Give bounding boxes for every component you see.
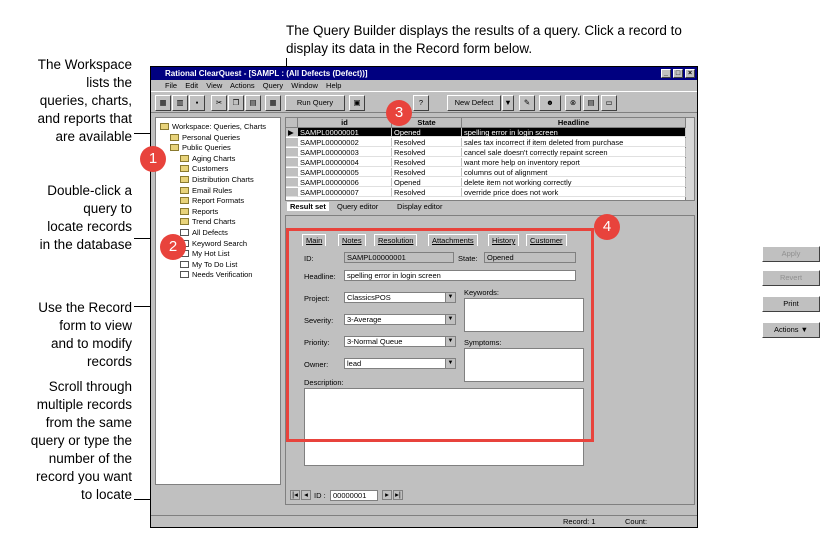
- minimize-button[interactable]: _: [661, 69, 671, 78]
- tree-item[interactable]: [170, 133, 240, 143]
- tab-notes[interactable]: Notes: [338, 234, 366, 246]
- row-indicator[interactable]: [286, 138, 298, 147]
- tree-item-label: My Hot List: [192, 249, 230, 259]
- table-cell[interactable]: Resolved: [392, 158, 462, 167]
- state-label: State:: [458, 254, 478, 263]
- tree-item[interactable]: [180, 175, 254, 185]
- tree-item-label: Trend Charts: [192, 217, 236, 227]
- folder-icon: [160, 123, 169, 130]
- tree-item-label: Reports: [192, 206, 219, 216]
- actions-button[interactable]: Actions ▼: [762, 322, 820, 338]
- row-indicator[interactable]: [286, 158, 298, 167]
- workspace-leader: [134, 133, 150, 134]
- grid-icon[interactable]: ▦: [265, 95, 281, 111]
- users-icon[interactable]: ☻: [539, 95, 561, 111]
- tab-history[interactable]: History: [488, 234, 519, 246]
- table-cell[interactable]: Opened: [392, 128, 462, 137]
- query-icon: [180, 261, 189, 268]
- project-label: Project:: [304, 294, 330, 303]
- folder-icon: [180, 176, 189, 183]
- grid-header-corner: [286, 118, 298, 128]
- record-form-highlight: [286, 228, 594, 442]
- tree-item-label: Workspace: Queries, Charts: [172, 122, 267, 131]
- menu-file[interactable]: File: [165, 81, 178, 90]
- project-select[interactable]: ClassicsPOS ▼: [344, 292, 456, 303]
- tab-display-editor[interactable]: Display editor: [397, 202, 443, 211]
- status-record: Record: 1: [563, 517, 596, 526]
- table-cell[interactable]: SAMPL00000002: [298, 138, 392, 147]
- keywords-label: Keywords:: [464, 288, 500, 297]
- maximize-button[interactable]: □: [673, 69, 683, 78]
- new-defect-button[interactable]: New Defect: [447, 95, 501, 111]
- tree-item-label: Aging Charts: [192, 153, 236, 163]
- headline-label: Headline:: [304, 272, 336, 281]
- status-count: Count:: [625, 517, 648, 526]
- headline-field[interactable]: spelling error in login screen: [344, 270, 576, 281]
- table-cell[interactable]: Resolved: [392, 138, 462, 147]
- query-icon: [180, 271, 189, 278]
- badge-2: 2: [160, 234, 186, 260]
- find-icon[interactable]: ▤: [583, 95, 599, 111]
- table-cell[interactable]: sales tax incorrect if item deleted from purchase: [462, 138, 686, 147]
- save-icon[interactable]: ▪: [189, 95, 205, 111]
- symptoms-label: Symptoms:: [464, 338, 502, 347]
- tree-item[interactable]: [180, 228, 228, 238]
- apply-button[interactable]: Apply: [762, 246, 820, 262]
- status-bar: [151, 515, 697, 527]
- edit-record-icon[interactable]: ✎: [519, 95, 535, 111]
- folder-icon: [180, 165, 189, 172]
- next-record-icon[interactable]: ▸: [382, 490, 392, 500]
- tree-item-label: Email Rules: [192, 185, 233, 195]
- folder-icon: [170, 134, 179, 141]
- record-navigator: [290, 490, 410, 502]
- row-indicator[interactable]: [286, 188, 298, 197]
- tree-item-label: All Defects: [192, 228, 228, 237]
- table-cell[interactable]: SAMPL00000003: [298, 148, 392, 157]
- tree-item-label: Report Formats: [192, 196, 245, 206]
- query-builder-annotation: The Query Builder displays the results of a query. Click a record to display its data in the Record form below.: [286, 23, 682, 56]
- tree-item[interactable]: [180, 196, 244, 206]
- query-icon[interactable]: ▣: [349, 95, 365, 111]
- tree-item[interactable]: [180, 154, 235, 164]
- folder-icon: [170, 144, 179, 151]
- tree-item-label: Personal Queries: [182, 132, 240, 142]
- table-cell[interactable]: spelling error in login screen: [462, 128, 686, 137]
- menu-edit[interactable]: Edit: [185, 81, 199, 90]
- record-id-input[interactable]: 00000001: [330, 490, 378, 501]
- table-cell[interactable]: want more help on inventory report: [462, 158, 686, 167]
- table-cell[interactable]: SAMPL00000005: [298, 168, 392, 177]
- badge-3: 3: [386, 100, 412, 126]
- tree-item[interactable]: [180, 239, 247, 249]
- tree-item[interactable]: [180, 207, 218, 217]
- print-button[interactable]: Print: [762, 296, 820, 312]
- table-cell[interactable]: override price does not work: [462, 188, 686, 197]
- title-bar: [151, 67, 697, 80]
- badge-1: 1: [140, 146, 166, 172]
- table-cell[interactable]: columns out of alignment: [462, 168, 686, 177]
- row-indicator[interactable]: [286, 168, 298, 177]
- doubleclick-annotation: Double-click a query to locate records in the database: [39, 183, 132, 252]
- tree-item-label: Public Queries: [182, 143, 231, 153]
- table-cell[interactable]: SAMPL00000007: [298, 188, 392, 197]
- toolbar: [151, 91, 697, 113]
- tab-result-set[interactable]: Result set: [287, 202, 329, 211]
- folder-icon: [180, 155, 189, 162]
- badge-4: 4: [594, 214, 620, 240]
- tree-item[interactable]: [160, 122, 266, 132]
- stop-icon[interactable]: ⊗: [565, 95, 581, 111]
- grid-scrollbar[interactable]: [685, 118, 694, 200]
- tree-item[interactable]: [180, 186, 232, 196]
- table-cell[interactable]: Resolved: [392, 148, 462, 157]
- workspace-annotation: The Workspace lists the queries, charts, and reports that are available: [37, 57, 132, 144]
- menu-bar: [151, 80, 697, 91]
- chevron-down-icon[interactable]: ▼: [445, 315, 455, 324]
- new-defect-dropdown-icon[interactable]: ▼: [502, 95, 514, 111]
- tree-item[interactable]: [180, 164, 228, 174]
- chevron-down-icon[interactable]: ▼: [445, 293, 455, 302]
- chart-icon[interactable]: ▥: [172, 95, 188, 111]
- row-indicator[interactable]: [286, 178, 298, 187]
- menu-query[interactable]: Query: [262, 81, 284, 90]
- column-header-headline[interactable]: Headline: [462, 118, 686, 128]
- revert-button[interactable]: Revert: [762, 270, 820, 286]
- table-cell[interactable]: Resolved: [392, 188, 462, 197]
- severity-label: Severity:: [304, 316, 334, 325]
- row-indicator[interactable]: [286, 148, 298, 157]
- tab-attachments[interactable]: Attachments: [428, 234, 478, 246]
- last-record-icon[interactable]: ▸|: [393, 490, 403, 500]
- severity-select[interactable]: 3-Average ▼: [344, 314, 456, 325]
- tree-item-label: Customers: [192, 164, 229, 174]
- table-cell[interactable]: cancel sale doesn't correctly repaint screen: [462, 148, 686, 157]
- owner-select[interactable]: lead ▼: [344, 358, 456, 369]
- copy-icon[interactable]: ❐: [228, 95, 244, 111]
- table-cell[interactable]: SAMPL00000006: [298, 178, 392, 187]
- tab-query-editor[interactable]: Query editor: [337, 202, 379, 211]
- priority-select[interactable]: 3-Normal Queue ▼: [344, 336, 456, 347]
- tree-item[interactable]: [180, 217, 236, 227]
- menu-window[interactable]: Window: [291, 81, 318, 90]
- tree-item[interactable]: [180, 249, 230, 259]
- priority-label: Priority:: [304, 338, 330, 347]
- workspace-icon[interactable]: ▦: [155, 95, 171, 111]
- state-field: Opened: [484, 252, 576, 263]
- tab-customer[interactable]: Customer: [526, 234, 567, 246]
- id-field: SAMPL00000001: [344, 252, 454, 263]
- first-record-icon[interactable]: |◂: [290, 490, 300, 500]
- nav-id-label: ID :: [314, 491, 326, 500]
- folder-icon: [180, 187, 189, 194]
- record-form-annotation: Use the Record form to view and to modify records: [38, 300, 132, 369]
- table-cell[interactable]: delete item not working correctly: [462, 178, 686, 187]
- menu-actions[interactable]: Actions: [230, 81, 255, 90]
- folder-icon: [180, 197, 189, 204]
- tree-item[interactable]: [170, 143, 231, 153]
- id-label: ID:: [304, 254, 314, 263]
- menu-help[interactable]: Help: [326, 81, 342, 90]
- row-indicator[interactable]: ▶: [286, 128, 298, 137]
- table-cell[interactable]: SAMPL00000001: [298, 128, 392, 137]
- run-query-button[interactable]: Run Query: [285, 95, 345, 111]
- query-icon: [180, 229, 189, 236]
- table-cell[interactable]: SAMPL00000004: [298, 158, 392, 167]
- workspace-tree: [155, 117, 281, 485]
- scroll-annotation: Scroll through multiple records from the same query or type the number of the record you want to locate: [30, 379, 132, 502]
- chevron-down-icon[interactable]: ▼: [445, 337, 455, 346]
- column-header-state[interactable]: State: [392, 118, 462, 128]
- help-icon[interactable]: ?: [413, 95, 429, 111]
- window-title: Rational ClearQuest - [SAMPL : (All Defects (Defect))]: [165, 69, 368, 78]
- tree-item-label: Distribution Charts: [192, 175, 254, 184]
- owner-label: Owner:: [304, 360, 329, 369]
- window-icon[interactable]: ▭: [601, 95, 617, 111]
- cut-icon[interactable]: ✂: [211, 95, 227, 111]
- description-label: Description:: [304, 378, 344, 387]
- paste-icon[interactable]: ▤: [245, 95, 261, 111]
- table-cell[interactable]: Opened: [392, 178, 462, 187]
- close-button[interactable]: ×: [685, 69, 695, 78]
- tab-resolution[interactable]: Resolution: [374, 234, 417, 246]
- folder-icon: [180, 208, 189, 215]
- chevron-down-icon[interactable]: ▼: [445, 359, 455, 368]
- tree-item-label: Needs Verification: [192, 270, 253, 280]
- folder-icon: [180, 218, 189, 225]
- column-header-id[interactable]: id: [298, 118, 392, 128]
- table-cell[interactable]: Resolved: [392, 168, 462, 177]
- prev-record-icon[interactable]: ◂: [301, 490, 311, 500]
- tree-item-label: Keyword Search: [192, 238, 248, 248]
- tree-item-label: My To Do List: [192, 259, 238, 269]
- tree-item[interactable]: [180, 260, 237, 270]
- menu-view[interactable]: View: [206, 81, 223, 90]
- result-grid: [285, 117, 695, 201]
- tree-item[interactable]: [180, 270, 252, 280]
- tab-main[interactable]: Main: [302, 234, 326, 246]
